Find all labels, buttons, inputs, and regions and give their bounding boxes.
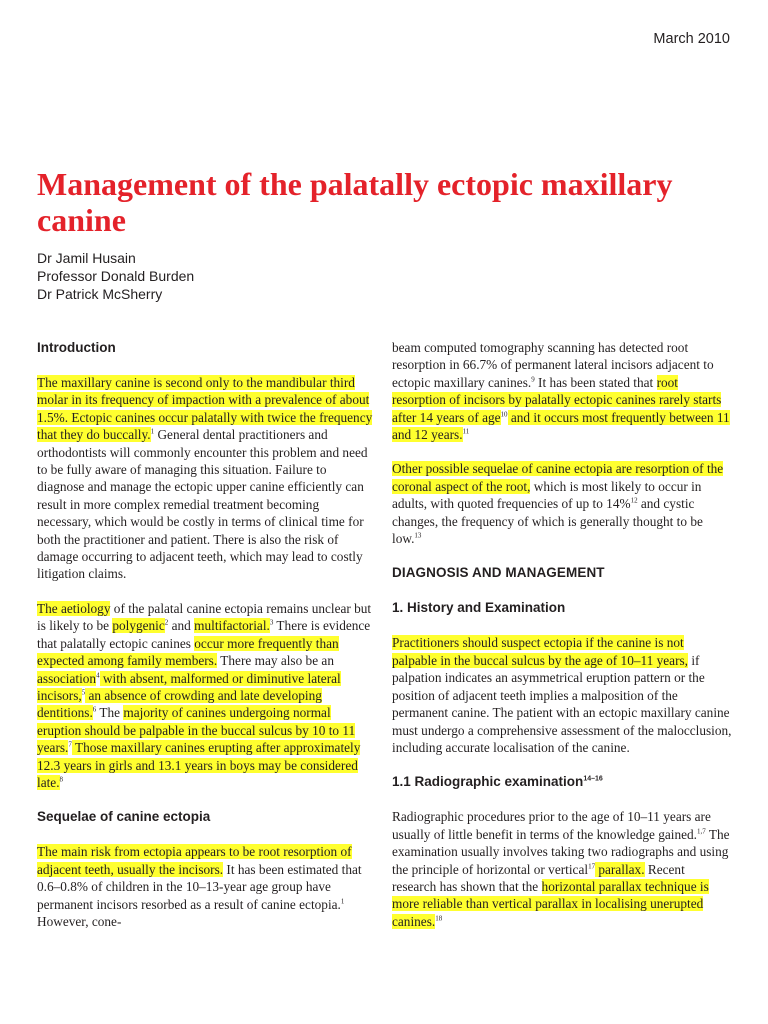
highlighted-text: Other possible sequelae of canine ectopia are resorption of the coronal aspect of the root, xyxy=(392,461,724,494)
body-text: Recent research has shown that the xyxy=(392,861,685,894)
body-text: and cystic changes, the frequency of which is generally thought to be low. xyxy=(392,496,703,547)
citation-ref: 3 xyxy=(269,618,274,627)
history-paragraph xyxy=(392,634,732,756)
highlighted-text: an absence of crowding and late developing dentitions. xyxy=(37,687,322,721)
aetiology-paragraph xyxy=(37,600,373,791)
citation-ref: 1 xyxy=(340,897,345,906)
heading-text: 1.1 Radiographic examination xyxy=(392,774,584,790)
author-name: Professor Donald Burden xyxy=(37,268,195,284)
citation-ref: 6 xyxy=(92,705,97,714)
body-text: There is evidence that palatally ectopic canines xyxy=(37,618,371,651)
highlighted-text: Practitioners should suspect ectopia if the canine is not palpable in the buccal sulcus by the age of 10–11 years, xyxy=(392,635,689,668)
citation-ref: 1,7 xyxy=(697,827,706,836)
body-text: It has been stated that xyxy=(534,374,657,390)
diagnosis-heading: DIAGNOSIS AND MANAGEMENT xyxy=(392,565,605,581)
body-text: if palpation indicates an asymmetrical eruption pattern or the position of adjacent teeth implies a malposition of the permanent canine. The patient with an ectopic maxillary canine must undergo a comprehensive assessment of the malocclusion, including accurate localisation of the canine. xyxy=(392,652,732,755)
body-text: and xyxy=(168,618,195,634)
issue-date: March 2010 xyxy=(653,31,730,47)
highlighted-text: root resorption of incisors by palatally ectopic canines rarely starts after 14 years of age xyxy=(392,374,722,425)
citation-ref: 17 xyxy=(588,862,596,871)
citation-ref: 11 xyxy=(462,427,470,436)
body-text: which is most likely to occur in adults, with quoted frequencies of up to 14% xyxy=(392,478,702,512)
highlighted-text: occur more frequently than expected among family members. xyxy=(37,635,339,669)
citation-ref: 12 xyxy=(630,496,638,505)
citation-ref: 13 xyxy=(414,531,422,540)
author-name: Dr Patrick McSherry xyxy=(37,286,163,302)
highlighted-text: multifactorial. xyxy=(194,618,270,634)
body-text: The xyxy=(96,705,124,721)
highlighted-text: polygenic xyxy=(112,618,165,634)
highlighted-text: parallax. xyxy=(595,861,645,877)
citation-ref: 4 xyxy=(96,671,100,680)
highlighted-text: with absent, malformed or diminutive lateral incisors, xyxy=(37,670,341,703)
sequelae-heading: Sequelae of canine ectopia xyxy=(37,809,211,825)
body-text: of the palatal canine ectopia remains unclear but is likely to be xyxy=(37,600,372,634)
highlighted-text: majority of canines undergoing normal eruption should be palpable in the buccal sulcus by 10 to 11 years. xyxy=(37,705,356,756)
body-text: The examination usually involves taking two radiographs and using the principle of horizontal or vertical xyxy=(392,826,730,877)
introduction-heading: Introduction xyxy=(37,340,116,355)
sequelae-other-paragraph xyxy=(392,460,732,547)
highlighted-text: and it occurs most frequently between 11 and 12 years. xyxy=(392,409,730,443)
resorption-paragraph xyxy=(392,339,732,443)
highlighted-text: The maxillary canine is second only to the mandibular third molar in its frequency of impaction with a prevalence of about 1.5%. Ectopic canines occur palatally with twice the frequency that they do buccally. xyxy=(37,375,373,443)
body-text: However, cone- xyxy=(37,913,122,929)
history-heading: 1. History and Examination xyxy=(392,600,566,616)
right-column xyxy=(392,339,732,947)
left-column xyxy=(37,339,373,947)
radiographic-paragraph xyxy=(392,808,732,930)
highlighted-text: horizontal parallax technique is more reliable than vertical parallax in localising unerupted canines. xyxy=(392,878,709,929)
citation-ref: 18 xyxy=(435,914,443,923)
citation-ref: 9 xyxy=(531,375,535,384)
highlighted-text: Those maxillary canines erupting after approximately 12.3 years in girls and 13.1 years in boys may be considered late. xyxy=(37,740,361,790)
citation-ref: 10 xyxy=(500,410,508,419)
citation-ref: 2 xyxy=(164,618,169,627)
citation-ref: 1 xyxy=(150,427,155,436)
body-text: beam computed tomography scanning has detected root resorption in 66.7% of permanent lateral incisors adjacent to ectopic maxillary canines. xyxy=(392,340,714,390)
citation-ref: 7 xyxy=(68,740,72,749)
author-name: Dr Jamil Husain xyxy=(37,250,136,266)
body-text: General dental practitioners and orthodontists will commonly encounter this problem and need to be fully aware of managing this situation. Failure to diagnose and manage the ectopic upper canine efficiently can result in more complex remedial treatment becoming necessary, which would be costly in terms of clinical time for both the practitioner and patient. There is also the risk of damage occurring to adjacent teeth, which may lead to costly litigation claims. xyxy=(37,427,368,582)
radiographic-heading xyxy=(392,773,732,790)
citation-ref: 8 xyxy=(59,775,64,784)
intro-paragraph xyxy=(37,374,373,583)
highlighted-text: The aetiology xyxy=(37,600,111,616)
highlighted-text: The main risk from ectopia appears to be root resorption of adjacent teeth, usually the incisors. xyxy=(37,844,352,877)
citation-ref: 14–16 xyxy=(583,775,603,783)
body-text: It has been estimated that 0.6–0.8% of children in the 10–13-year age group have permanent incisors resorbed as a result of canine ectopia. xyxy=(37,861,362,912)
sequelae-paragraph xyxy=(37,843,373,930)
author-list xyxy=(37,249,194,303)
article-title: Management of the palatally ectopic maxillary canine xyxy=(37,166,673,238)
citation-ref: 5 xyxy=(81,688,86,697)
highlighted-text: association xyxy=(37,670,97,686)
body-text: There may also be an xyxy=(217,653,334,669)
body-text: Radiographic procedures prior to the age of 10–11 years are usually of little benefit in terms of the knowledge gained. xyxy=(392,809,711,842)
